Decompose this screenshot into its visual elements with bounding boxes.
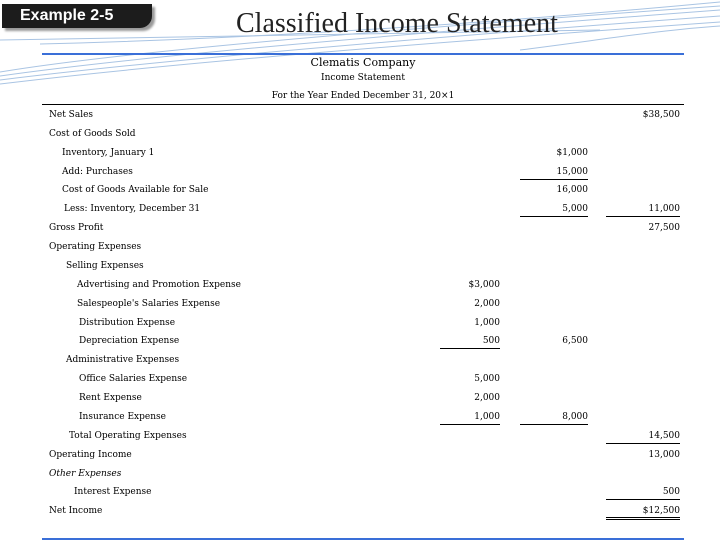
- insurance-amount: 1,000: [440, 412, 500, 425]
- operating-income-label: Operating Income: [49, 450, 132, 460]
- salespeople-amount: 2,000: [474, 299, 500, 309]
- administrative-expenses-label: Administrative Expenses: [66, 355, 180, 365]
- rent-amount: 2,000: [474, 393, 500, 403]
- salespeople-label: Salespeople's Salaries Expense: [77, 299, 221, 309]
- purchases-label: Add: Purchases: [62, 167, 133, 177]
- net-sales-amount: $38,500: [642, 110, 680, 120]
- office-salaries-amount: 5,000: [474, 374, 500, 384]
- advertising-label: Advertising and Promotion Expense: [77, 280, 241, 290]
- example-badge: Example 2-5: [2, 4, 152, 28]
- office-salaries-label: Office Salaries Expense: [79, 374, 188, 384]
- inventory-jan-label: Inventory, January 1: [62, 148, 155, 158]
- statement-name: Income Statement: [321, 73, 405, 83]
- inventory-dec-label: Less: Inventory, December 31: [64, 204, 201, 214]
- selling-total-amount: 6,500: [562, 336, 588, 346]
- available-label: Cost of Goods Available for Sale: [62, 185, 209, 195]
- header-rule: [42, 104, 684, 105]
- depreciation-amount: 500: [440, 336, 500, 349]
- statement-period: For the Year Ended December 31, 20×1: [271, 91, 455, 101]
- other-expenses-label: Other Expenses: [49, 469, 122, 479]
- inventory-dec-amount: 5,000: [520, 204, 588, 217]
- distribution-amount: 1,000: [474, 318, 500, 328]
- insurance-label: Insurance Expense: [79, 412, 166, 422]
- total-operating-label: Total Operating Expenses: [69, 431, 187, 441]
- depreciation-label: Depreciation Expense: [79, 336, 180, 346]
- top-rule: [42, 53, 684, 55]
- rent-label: Rent Expense: [79, 393, 142, 403]
- interest-amount: 500: [606, 487, 680, 500]
- operating-expenses-label: Operating Expenses: [49, 242, 142, 252]
- company-name: Clematis Company: [310, 56, 416, 69]
- net-income-label: Net Income: [49, 506, 103, 516]
- selling-expenses-label: Selling Expenses: [66, 261, 144, 271]
- admin-total-amount: 8,000: [520, 412, 588, 425]
- net-income-amount: $12,500: [606, 506, 680, 520]
- operating-income-amount: 13,000: [648, 450, 680, 460]
- net-sales-label: Net Sales: [49, 110, 94, 120]
- gross-profit-label: Gross Profit: [49, 223, 104, 233]
- distribution-label: Distribution Expense: [79, 318, 176, 328]
- cogs-total-amount: 11,000: [606, 204, 680, 217]
- available-amount: 16,000: [556, 185, 588, 195]
- gross-profit-amount: 27,500: [648, 223, 680, 233]
- inventory-jan-amount: $1,000: [556, 148, 588, 158]
- purchases-amount: 15,000: [520, 167, 588, 180]
- total-operating-amount: 14,500: [606, 431, 680, 444]
- interest-label: Interest Expense: [74, 487, 152, 497]
- cogs-label: Cost of Goods Sold: [49, 129, 136, 139]
- slide-title: Classified Income Statement: [236, 8, 558, 39]
- advertising-amount: $3,000: [468, 280, 500, 290]
